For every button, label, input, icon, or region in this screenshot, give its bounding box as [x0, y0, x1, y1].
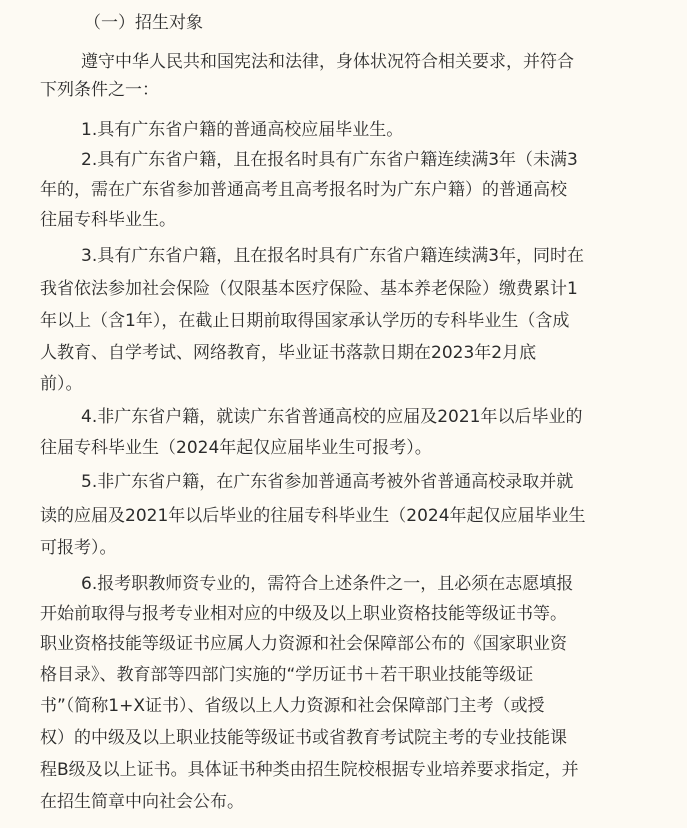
item-6-line-2: 开始前取得与报考专业相对应的中级及以上职业资格技能等级证书等。	[40, 604, 567, 624]
item-5-line-3: 可报考）。	[40, 538, 117, 558]
item-6-line-5: 书”（简称1+X证书）、省级以上人力资源和社会保障部门主考（或授	[40, 696, 545, 716]
item-6-line-1: 6.报考职教师资专业的，需符合上述条件之一，且必须在志愿填报	[81, 574, 574, 594]
item-2-line-3: 往届专科毕业生。	[40, 210, 176, 230]
item-3-line-2: 我省依法参加社会保险（仅限基本医疗保险、基本养老保险）缴费累计1	[40, 279, 578, 299]
item-3-line-4: 人教育、自学考试、网络教育，毕业证书落款日期在2023年2月底	[40, 343, 537, 363]
section-title: （一）招生对象	[84, 13, 203, 33]
item-6-line-3: 职业资格技能等级证书应属人力资源和社会保障部公布的《国家职业资	[40, 634, 567, 654]
item-5-line-2: 读的应届及2021年以后毕业的往届专科毕业生（2024年起仅应届毕业生	[40, 506, 586, 526]
item-3-line-5: 前）。	[40, 374, 83, 394]
item-2-line-2: 年的，需在广东省参加普通高考且高考报名时为广东户籍）的普通高校	[40, 180, 567, 200]
item-6-line-4: 格目录》、教育部等四部门实施的“学历证书＋若干职业技能等级证	[40, 665, 534, 685]
item-4-line-1: 4.非广东省户籍，就读广东省普通高校的应届及2021年以后毕业的	[81, 407, 583, 427]
item-2-line-1: 2.具有广东省户籍，且在报名时具有广东省户籍连续满3年（未满3	[81, 150, 578, 170]
intro-line-1: 遵守中华人民共和国宪法和法律，身体状况符合相关要求，并符合	[81, 52, 574, 72]
item-6-line-6: 权）的中级及以上职业技能等级证书或省教育考试院主考的专业技能课	[40, 728, 567, 748]
item-3-line-3: 年以上（含1年），在截止日期前取得国家承认学历的专科毕业生（含成	[40, 311, 570, 331]
intro-line-2: 下列条件之一：	[40, 80, 159, 100]
item-6-line-7: 程B级及以上证书。具体证书种类由招生院校根据专业培养要求指定，并	[40, 760, 579, 780]
item-3-line-1: 3.具有广东省户籍，且在报名时具有广东省户籍连续满3年，同时在	[81, 246, 585, 266]
item-4-line-2: 往届专科毕业生（2024年起仅应届毕业生可报考）。	[40, 438, 432, 458]
item-1-line-1: 1.具有广东省户籍的普通高校应届毕业生。	[81, 120, 404, 140]
item-5-line-1: 5.非广东省户籍，在广东省参加普通高考被外省普通高校录取并就	[81, 472, 574, 492]
item-6-line-8: 在招生简章中向社会公布。	[40, 792, 244, 812]
